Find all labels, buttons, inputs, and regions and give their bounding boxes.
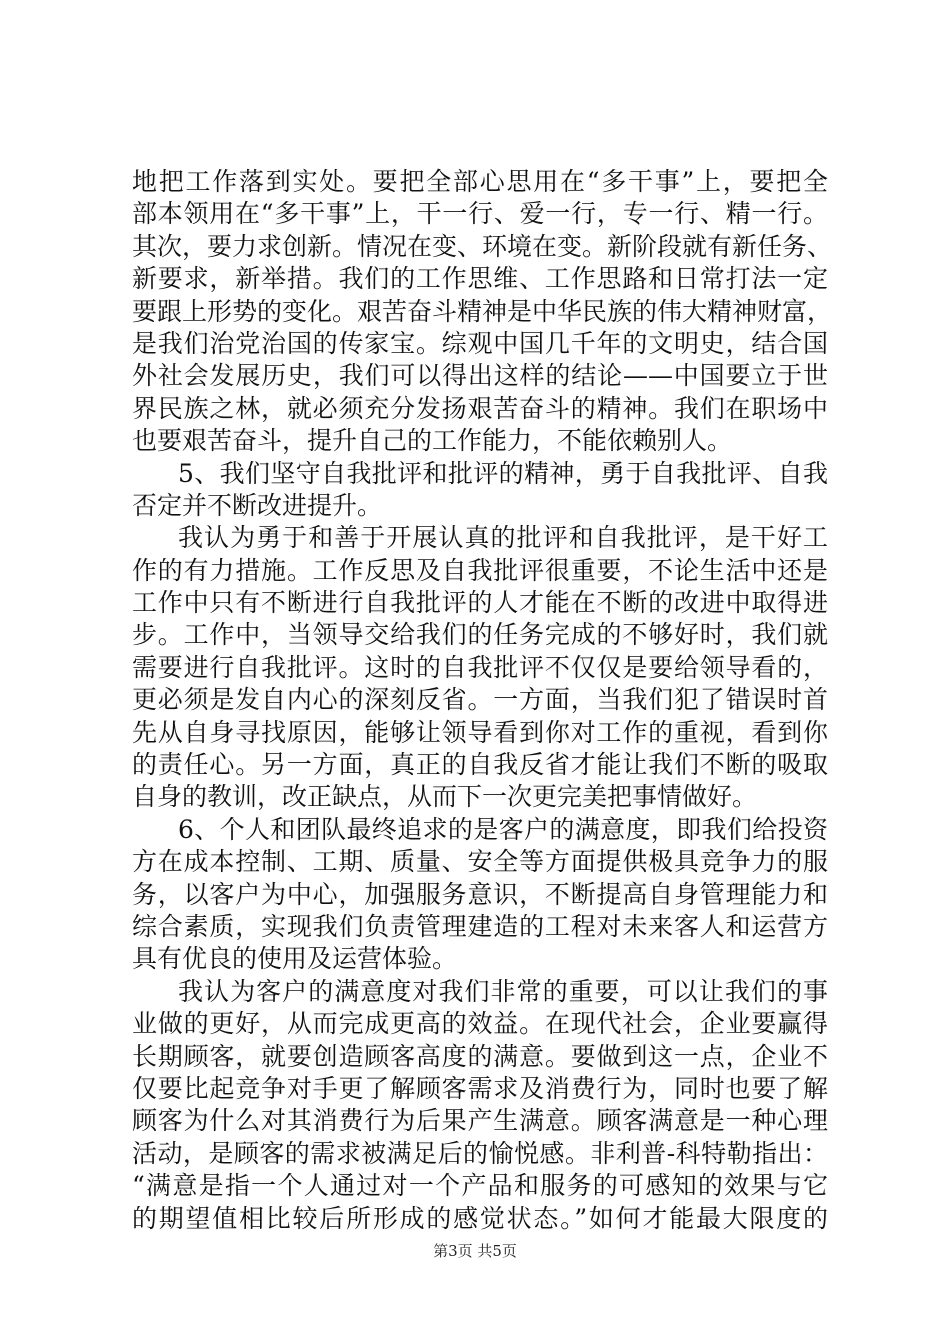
text-line: 的责任心。另一方面，真正的自我反省才能让我们不断的吸取 — [132, 750, 828, 780]
paragraph-heading-5: 5、我们坚守自我批评和批评的精神，勇于自我批评、自我 — [178, 458, 828, 488]
text-line: 地把工作落到实处。要把全部心思用在“多干事”上，要把全 — [132, 167, 828, 196]
paragraph-start: 我认为勇于和善于开展认真的批评和自我批评，是干好工 — [178, 523, 828, 553]
text-line: 自身的教训，改正缺点，从而下一次更完美把事情做好。 — [132, 782, 758, 812]
text-line: 更必须是发自内心的深刻反省。一方面，当我们犯了错误时首 — [132, 685, 828, 715]
document-body — [132, 166, 833, 1235]
paragraph-start: 我认为客户的满意度对我们非常的重要，可以让我们的事 — [178, 976, 828, 1006]
text-line: 否定并不断改进提升。 — [132, 490, 383, 520]
text-line: 工作中只有不断进行自我批评的人才能在不断的改进中取得进 — [132, 588, 828, 618]
text-line: 新要求，新举措。我们的工作思维、工作思路和日常打法一定 — [132, 264, 828, 294]
text-line: 其次，要力求创新。情况在变、环境在变。新阶段就有新任务、 — [132, 231, 833, 261]
text-line: 活动，是顾客的需求被满足后的愉悦感。非利普-科特勒指出： — [132, 1138, 828, 1168]
page-number-footer: 第3页 共5页 — [433, 1242, 517, 1260]
paragraph-heading-6: 6、个人和团队最终追求的是客户的满意度，即我们给投资 — [178, 814, 828, 844]
text-line: 仅要比起竞争对手更了解顾客需求及消费行为，同时也要了解 — [132, 1073, 828, 1103]
text-line: 外社会发展历史，我们可以得出这样的结论——中国要立于世 — [132, 361, 828, 391]
text-line: 作的有力措施。工作反思及自我批评很重要，不论生活中还是 — [132, 555, 828, 585]
text-line: 是我们治党治国的传家宝。综观中国几千年的文明史，结合国 — [132, 328, 828, 358]
text-line: 步。工作中，当领导交给我们的任务完成的不够好时，我们就 — [132, 620, 828, 650]
text-line: 业做的更好，从而完成更高的效益。在现代社会，企业要赢得 — [132, 1009, 828, 1039]
text-line: “满意是指一个人通过对一个产品和服务的可感知的效果与它 — [132, 1171, 828, 1201]
text-line: 的期望值相比较后所形成的感觉状态。”如何才能最大限度的 — [132, 1203, 828, 1233]
text-line: 界民族之林，就必须充分发扬艰苦奋斗的精神。我们在职场中 — [132, 393, 828, 423]
text-line: 部本领用在“多干事”上，干一行、爱一行，专一行、精一行。 — [132, 199, 828, 229]
text-line: 要跟上形势的变化。艰苦奋斗精神是中华民族的伟大精神财富， — [132, 296, 833, 326]
text-line: 也要艰苦奋斗，提升自己的工作能力，不能依赖别人。 — [132, 426, 733, 456]
text-line: 需要进行自我批评。这时的自我批评不仅仅是要给领导看的， — [132, 652, 828, 682]
text-line: 长期顾客，就要创造顾客高度的满意。要做到这一点，企业不 — [132, 1041, 828, 1071]
text-line: 先从自身寻找原因，能够让领导看到你对工作的重视，看到你 — [132, 717, 828, 747]
text-line: 方在成本控制、工期、质量、安全等方面提供极具竞争力的服 — [132, 847, 828, 877]
text-line: 综合素质，实现我们负责管理建造的工程对未来客人和运营方 — [132, 911, 828, 941]
text-line: 顾客为什么对其消费行为后果产生满意。顾客满意是一种心理 — [132, 1106, 828, 1136]
text-line: 具有优良的使用及运营体验。 — [132, 944, 458, 974]
text-line: 务，以客户为中心，加强服务意识，不断提高自身管理能力和 — [132, 879, 828, 909]
